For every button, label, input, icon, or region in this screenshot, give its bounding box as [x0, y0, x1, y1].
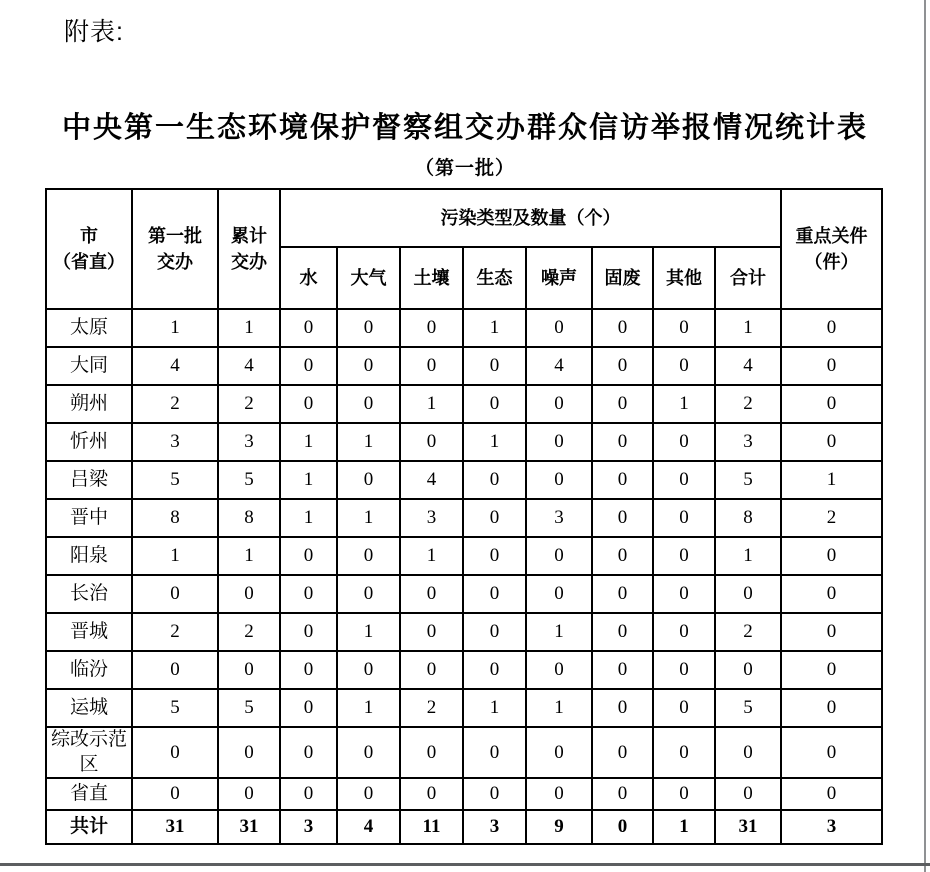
value-cell: 0 — [337, 575, 400, 613]
value-cell: 1 — [653, 385, 715, 423]
document-subtitle: （第一批） — [414, 158, 515, 179]
value-cell: 0 — [463, 385, 526, 423]
value-cell: 1 — [715, 309, 781, 347]
value-cell: 0 — [715, 778, 781, 810]
value-cell: 3 — [132, 423, 218, 461]
value-cell: 1 — [715, 537, 781, 575]
table-row — [46, 778, 882, 810]
value-cell: 1 — [337, 613, 400, 651]
value-cell: 1 — [400, 385, 463, 423]
value-cell: 0 — [592, 651, 653, 689]
value-cell: 4 — [526, 347, 592, 385]
value-cell: 5 — [715, 689, 781, 727]
city-cell: 运城 — [46, 689, 132, 727]
value-cell: 1 — [280, 499, 337, 537]
value-cell: 5 — [715, 461, 781, 499]
value-cell: 0 — [653, 537, 715, 575]
value-cell: 1 — [132, 537, 218, 575]
value-cell: 0 — [526, 385, 592, 423]
header-cumulative-line2: 交办 — [231, 252, 267, 272]
value-cell: 0 — [132, 651, 218, 689]
city-cell: 临汾 — [46, 651, 132, 689]
table-row — [46, 347, 882, 385]
table-row — [46, 499, 882, 537]
value-cell: 0 — [526, 461, 592, 499]
value-cell: 0 — [280, 651, 337, 689]
city-cell: 朔州 — [46, 385, 132, 423]
value-cell: 1 — [218, 309, 280, 347]
value-cell: 0 — [526, 651, 592, 689]
value-cell: 0 — [526, 309, 592, 347]
value-cell: 0 — [218, 778, 280, 810]
value-cell: 3 — [526, 499, 592, 537]
value-cell: 2 — [400, 689, 463, 727]
value-cell: 0 — [526, 727, 592, 778]
value-cell: 1 — [463, 423, 526, 461]
value-cell: 2 — [132, 385, 218, 423]
city-cell: 阳泉 — [46, 537, 132, 575]
value-cell: 4 — [132, 347, 218, 385]
header-water: 水 — [280, 247, 337, 309]
value-cell: 0 — [280, 537, 337, 575]
value-cell: 1 — [463, 689, 526, 727]
value-cell: 0 — [400, 347, 463, 385]
value-cell: 31 — [715, 810, 781, 844]
city-cell: 省直 — [46, 778, 132, 810]
value-cell: 0 — [218, 727, 280, 778]
table-row — [46, 575, 882, 613]
value-cell: 1 — [400, 537, 463, 575]
value-cell: 1 — [526, 613, 592, 651]
header-city — [46, 189, 132, 309]
value-cell: 0 — [653, 613, 715, 651]
value-cell: 1 — [337, 689, 400, 727]
value-cell: 0 — [280, 575, 337, 613]
value-cell: 0 — [653, 347, 715, 385]
value-cell: 0 — [653, 461, 715, 499]
value-cell: 0 — [653, 689, 715, 727]
value-cell: 0 — [132, 727, 218, 778]
value-cell: 0 — [218, 651, 280, 689]
value-cell: 2 — [781, 499, 882, 537]
city-cell: 长治 — [46, 575, 132, 613]
value-cell: 1 — [781, 461, 882, 499]
value-cell: 0 — [526, 778, 592, 810]
value-cell: 0 — [592, 499, 653, 537]
value-cell: 0 — [337, 651, 400, 689]
value-cell: 0 — [400, 778, 463, 810]
value-cell: 2 — [218, 613, 280, 651]
value-cell: 2 — [715, 613, 781, 651]
header-other: 其他 — [653, 247, 715, 309]
value-cell: 0 — [526, 575, 592, 613]
value-cell: 1 — [280, 423, 337, 461]
value-cell: 0 — [781, 309, 882, 347]
value-cell: 0 — [526, 423, 592, 461]
table-row — [46, 537, 882, 575]
value-cell: 1 — [218, 537, 280, 575]
header-row-top — [46, 189, 882, 247]
value-cell: 0 — [132, 778, 218, 810]
value-cell: 0 — [400, 727, 463, 778]
value-cell: 0 — [781, 727, 882, 778]
value-cell: 3 — [400, 499, 463, 537]
value-cell: 0 — [337, 537, 400, 575]
value-cell: 0 — [400, 651, 463, 689]
value-cell: 0 — [592, 575, 653, 613]
city-cell: 太原 — [46, 309, 132, 347]
value-cell: 0 — [653, 727, 715, 778]
value-cell: 0 — [592, 727, 653, 778]
value-cell: 0 — [781, 575, 882, 613]
header-solid-waste: 固废 — [592, 247, 653, 309]
value-cell: 0 — [592, 385, 653, 423]
value-cell: 2 — [715, 385, 781, 423]
header-key-cases-line2: （件） — [804, 252, 859, 272]
header-ecology: 生态 — [463, 247, 526, 309]
header-air: 大气 — [337, 247, 400, 309]
value-cell: 0 — [781, 423, 882, 461]
table-row — [46, 689, 882, 727]
value-cell: 0 — [280, 347, 337, 385]
value-cell: 0 — [526, 537, 592, 575]
header-key-cases — [781, 189, 882, 309]
city-cell: 晋中 — [46, 499, 132, 537]
value-cell: 0 — [463, 778, 526, 810]
header-pollution-group: 污染类型及数量（个） — [280, 189, 781, 247]
city-cell: 大同 — [46, 347, 132, 385]
value-cell: 0 — [592, 810, 653, 844]
value-cell: 0 — [781, 347, 882, 385]
value-cell: 0 — [592, 778, 653, 810]
value-cell: 0 — [337, 727, 400, 778]
value-cell: 0 — [463, 347, 526, 385]
value-cell: 3 — [463, 810, 526, 844]
value-cell: 0 — [653, 423, 715, 461]
value-cell: 0 — [280, 309, 337, 347]
value-cell: 0 — [715, 651, 781, 689]
value-cell: 5 — [132, 689, 218, 727]
value-cell: 0 — [400, 309, 463, 347]
value-cell: 2 — [132, 613, 218, 651]
value-cell: 0 — [592, 537, 653, 575]
value-cell: 0 — [463, 461, 526, 499]
value-cell: 0 — [653, 575, 715, 613]
header-first-batch — [132, 189, 218, 309]
value-cell: 2 — [218, 385, 280, 423]
header-first-batch-line1: 第一批 — [148, 225, 202, 246]
value-cell: 0 — [463, 499, 526, 537]
value-cell: 0 — [280, 385, 337, 423]
value-cell: 0 — [781, 651, 882, 689]
table-row — [46, 423, 882, 461]
value-cell: 8 — [132, 499, 218, 537]
value-cell: 3 — [715, 423, 781, 461]
city-cell: 忻州 — [46, 423, 132, 461]
value-cell: 0 — [781, 537, 882, 575]
value-cell: 0 — [280, 613, 337, 651]
city-cell: 共计 — [46, 810, 132, 844]
document-title: 中央第一生态环境保护督察组交办群众信访举报情况统计表 — [61, 112, 868, 144]
value-cell: 0 — [592, 613, 653, 651]
value-cell: 0 — [337, 347, 400, 385]
attachment-label: 附表: — [64, 18, 124, 46]
statistics-table — [45, 188, 883, 845]
value-cell: 0 — [653, 309, 715, 347]
value-cell: 5 — [132, 461, 218, 499]
header-key-cases-line1: 重点关件 — [795, 225, 868, 246]
table-row — [46, 461, 882, 499]
table-row — [46, 613, 882, 651]
page-edge-bottom-line — [0, 863, 930, 866]
city-cell: 综改示范区 — [46, 727, 132, 778]
value-cell: 4 — [218, 347, 280, 385]
value-cell: 0 — [218, 575, 280, 613]
header-city-line1: 市 — [80, 225, 98, 246]
value-cell: 0 — [400, 613, 463, 651]
value-cell: 0 — [715, 575, 781, 613]
header-noise: 噪声 — [526, 247, 592, 309]
value-cell: 0 — [132, 575, 218, 613]
value-cell: 0 — [653, 778, 715, 810]
value-cell: 0 — [337, 461, 400, 499]
value-cell: 0 — [337, 778, 400, 810]
table-row — [46, 727, 882, 778]
value-cell: 3 — [781, 810, 882, 844]
value-cell: 31 — [132, 810, 218, 844]
value-cell: 1 — [653, 810, 715, 844]
value-cell: 31 — [218, 810, 280, 844]
value-cell: 4 — [400, 461, 463, 499]
value-cell: 0 — [400, 575, 463, 613]
value-cell: 0 — [653, 651, 715, 689]
value-cell: 0 — [592, 347, 653, 385]
value-cell: 11 — [400, 810, 463, 844]
value-cell: 0 — [463, 537, 526, 575]
value-cell: 0 — [781, 613, 882, 651]
header-city-line2: （省直） — [53, 252, 125, 272]
city-cell: 晋城 — [46, 613, 132, 651]
value-cell: 8 — [218, 499, 280, 537]
value-cell: 0 — [280, 689, 337, 727]
value-cell: 0 — [592, 309, 653, 347]
value-cell: 0 — [781, 778, 882, 810]
table-row — [46, 309, 882, 347]
value-cell: 1 — [132, 309, 218, 347]
value-cell: 0 — [400, 423, 463, 461]
value-cell: 0 — [653, 499, 715, 537]
value-cell: 0 — [715, 727, 781, 778]
value-cell: 0 — [781, 385, 882, 423]
header-cumulative — [218, 189, 280, 309]
value-cell: 8 — [715, 499, 781, 537]
value-cell: 1 — [463, 309, 526, 347]
value-cell: 0 — [280, 727, 337, 778]
value-cell: 1 — [280, 461, 337, 499]
value-cell: 1 — [337, 423, 400, 461]
value-cell: 0 — [337, 385, 400, 423]
value-cell: 0 — [592, 423, 653, 461]
value-cell: 1 — [337, 499, 400, 537]
value-cell: 5 — [218, 689, 280, 727]
value-cell: 0 — [463, 727, 526, 778]
value-cell: 9 — [526, 810, 592, 844]
value-cell: 0 — [592, 461, 653, 499]
header-cumulative-line1: 累计 — [231, 225, 267, 246]
value-cell: 3 — [280, 810, 337, 844]
value-cell: 0 — [463, 613, 526, 651]
value-cell: 0 — [463, 651, 526, 689]
value-cell: 4 — [337, 810, 400, 844]
header-first-batch-line2: 交办 — [157, 252, 193, 272]
value-cell: 0 — [592, 689, 653, 727]
header-soil: 土壤 — [400, 247, 463, 309]
value-cell: 0 — [781, 689, 882, 727]
value-cell: 1 — [526, 689, 592, 727]
value-cell: 0 — [463, 575, 526, 613]
value-cell: 0 — [280, 778, 337, 810]
value-cell: 3 — [218, 423, 280, 461]
header-subtotal: 合计 — [715, 247, 781, 309]
total-row — [46, 810, 882, 844]
city-cell: 吕梁 — [46, 461, 132, 499]
table-row — [46, 651, 882, 689]
value-cell: 0 — [337, 309, 400, 347]
value-cell: 5 — [218, 461, 280, 499]
value-cell: 4 — [715, 347, 781, 385]
table-row — [46, 385, 882, 423]
